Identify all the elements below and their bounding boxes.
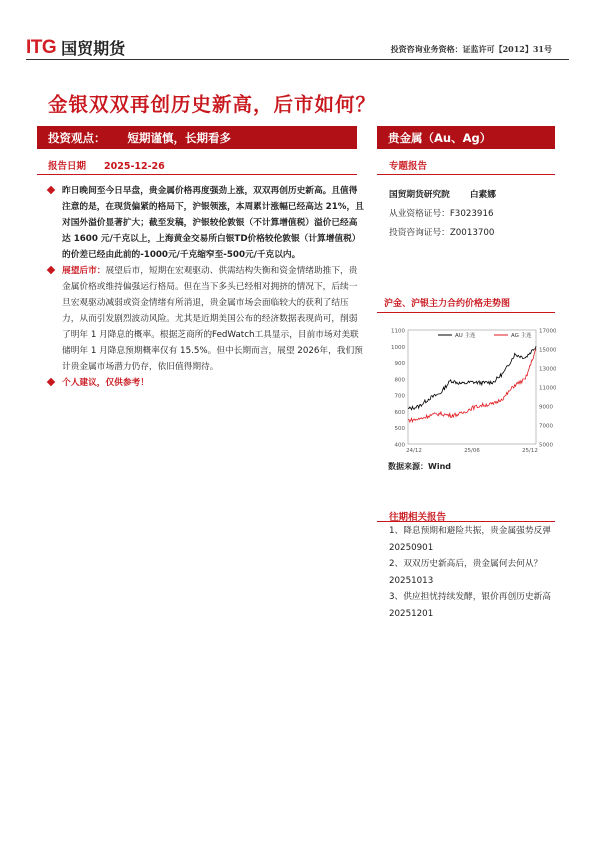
right-tick-label: 15000 [539,347,556,354]
author-org: 国贸期货研究院 [389,190,450,200]
investment-view-summary: 短期谨慎，长期看多 [127,130,231,145]
past-reports-list [389,523,555,622]
right-tick-label: 7000 [539,423,553,430]
past-report-item[interactable]: 1、降息预期和避险共振，贵金属强势反弹 20250901 [389,526,551,553]
x-tick-label: 25/12 [522,448,538,454]
left-tick-label: 500 [394,426,405,433]
company-logo [26,36,125,59]
author-info [389,183,496,243]
x-tick-label: 25/06 [464,448,480,454]
sector-bar [377,126,555,149]
legend-label-0: AU 主连 [455,333,476,339]
price-chart [386,318,556,458]
chart-divider [377,312,555,313]
right-tick-label: 13000 [539,366,556,373]
right-tick-label: 11000 [539,385,556,392]
series-line-1 [408,349,536,422]
sector-label: 贵金属（Au、Ag） [388,130,492,145]
left-tick-label: 1000 [391,344,405,351]
bullet-icon [47,266,55,274]
report-title: 金银双双再创历史新高，后市如何？ [48,93,377,116]
x-tick-label: 24/12 [406,448,422,454]
right-tick-label: 5000 [539,442,553,449]
paragraph-3 [48,375,366,391]
report-type-label: 专题报告 [389,161,428,172]
logo-chinese: 国贸期货 [61,39,126,58]
bullet-icon [47,186,55,194]
outlook-lead: 展望后市： [62,266,106,276]
past-report-item[interactable]: 3、供应担忧持续发酵，银价再创历史新高 20251201 [389,592,551,619]
legend-label-1: AG 主连 [511,333,532,339]
author-name: 白素娜 [469,190,496,200]
paragraph-1-text: 昨日晚间至今日早盘，贵金属价格再度强劲上涨，双双再创历史新高。且值得注意的是，在现货偏紧的格局下，沪银领涨，本周累计涨幅已经高达 21%，且对国外溢价显著扩大；截至发稿，沪银较伦敦银（不计算增值税）溢价已经高达 1600 元/千克以上，上海黄金交易所白银TD价格较伦敦银（计算增值税）的价差已经由此前的-1000元/千克缩窄至-500元/千克以内。 [62,186,364,260]
paragraph-2-text: 展望后市，短期在宏观驱动、供需结构失衡和资金情绪助推下，贵金属价格或维持偏强运行格局。但在当下多头已经相对拥挤的情况下，后续一旦宏观驱动减弱或资金情绪有所消退，贵金属市场会面临较大的获利了结压力，从而引发剧烈波动风险。尤其是近期美国公布的经济数据表现尚可，削弱了明年 1 月降息的概率。根据芝商所的FedWatch工具显示，目前市场对美联储明年 1 月降息预期概率仅有 15.5%。但中长期而言，展望 2026年，我们预计贵金属市场潜力仍存，依旧值得期待。 [62,266,363,372]
report-date-value: 2025-12-26 [104,161,165,172]
header-divider [26,59,569,60]
body-text [48,183,366,391]
plot-frame [408,330,536,444]
right-tick-label: 9000 [539,404,553,411]
author-cert-2: 投资咨询证号：Z0013700 [389,228,495,238]
left-tick-label: 1100 [391,328,405,335]
report-date [48,158,165,172]
left-tick-label: 600 [394,409,405,416]
qualification-text: 投资咨询业务资格：证监许可【2012】31号 [390,44,552,54]
report-type-divider [377,174,555,175]
left-tick-label: 700 [394,393,405,400]
left-tick-label: 900 [394,361,405,368]
series-line-0 [408,346,536,409]
right-tick-label: 17000 [539,328,556,335]
paragraph-3-text: 个人建议，仅供参考！ [62,378,149,388]
paragraph-1 [48,183,366,263]
paragraph-2 [48,263,366,375]
logo-latin: ITG [26,36,57,58]
author-cert-1: 从业资格证号：F3023916 [389,209,494,219]
investment-view-bar [37,126,357,149]
past-reports-divider [377,521,555,522]
report-date-label: 报告日期 [48,161,87,172]
past-reports-title: 往期相关报告 [389,512,447,523]
chart-title: 沪金、沪银主力合约价格走势图 [384,299,511,309]
data-source: 数据来源：Wind [388,462,451,471]
past-report-item[interactable]: 2、双双历史新高后，贵金属何去何从？20251013 [389,559,543,586]
date-divider [37,174,357,175]
bullet-icon [47,378,55,386]
left-tick-label: 400 [394,442,405,449]
left-tick-label: 800 [394,377,405,384]
investment-view-label: 投资观点： [48,130,106,145]
